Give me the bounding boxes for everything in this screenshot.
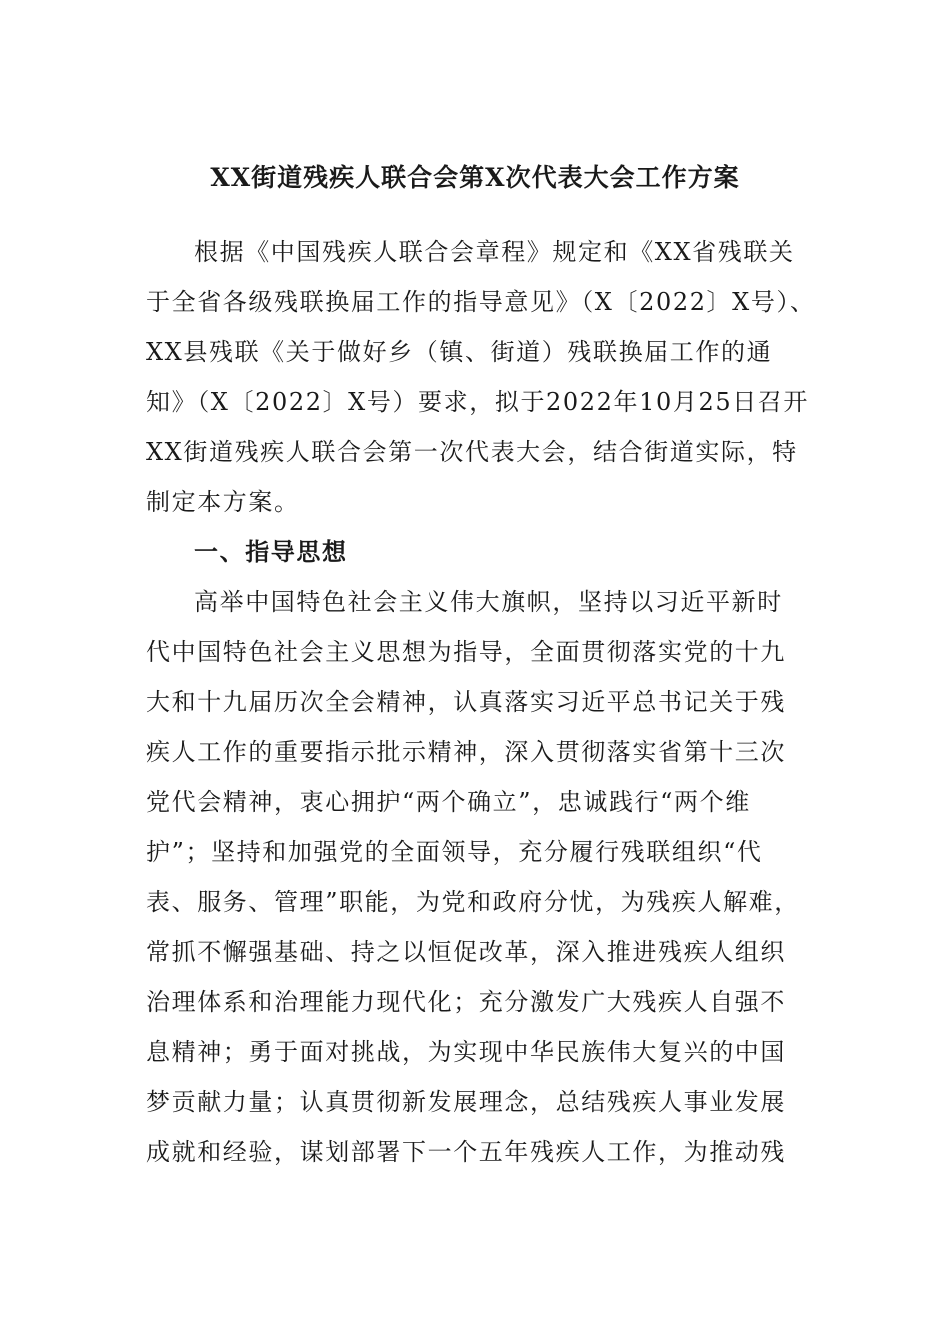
intro-line: 根据《中国残疾人联合会章程》规定和《XX省残联关 bbox=[194, 238, 795, 266]
section-line: 高举中国特色社会主义伟大旗帜，坚持以习近平新时 bbox=[194, 588, 783, 616]
section-heading: 一、指导思想 bbox=[194, 537, 348, 566]
document-title: XX街道残疾人联合会第X次代表大会工作方案 bbox=[210, 163, 740, 192]
section-line: 护”；坚持和加强党的全面领导，充分履行残联组织“代 bbox=[146, 838, 763, 866]
intro-line: 知》（X〔2022〕X号）要求，拟于2022年10月25日召开 bbox=[146, 388, 810, 416]
intro-line: XX街道残疾人联合会第一次代表大会，结合街道实际，特 bbox=[146, 438, 798, 466]
section-line: 治理体系和治理能力现代化；充分激发广大残疾人自强不 bbox=[146, 988, 786, 1016]
section-line: 梦贡献力量；认真贯彻新发展理念，总结残疾人事业发展 bbox=[146, 1088, 786, 1116]
intro-line: 于全省各级残联换届工作的指导意见》（X〔2022〕X号）、 bbox=[146, 288, 816, 316]
section-line: 代中国特色社会主义思想为指导，全面贯彻落实党的十九 bbox=[146, 638, 786, 666]
section-line: 疾人工作的重要指示批示精神，深入贯彻落实省第十三次 bbox=[146, 738, 786, 766]
section-line: 常抓不懈强基础、持之以恒促改革，深入推进残疾人组织 bbox=[146, 938, 786, 966]
section-line: 党代会精神，衷心拥护“两个确立”，忠诚践行“两个维 bbox=[146, 788, 751, 816]
intro-line: 制定本方案。 bbox=[146, 488, 300, 516]
section-line: 表、服务、管理”职能，为党和政府分忧，为残疾人解难， bbox=[146, 888, 800, 916]
section-line: 大和十九届历次全会精神，认真落实习近平总书记关于残 bbox=[146, 688, 786, 716]
intro-line: XX县残联《关于做好乡（镇、街道）残联换届工作的通 bbox=[146, 338, 773, 366]
section-line: 成就和经验，谋划部署下一个五年残疾人工作，为推动残 bbox=[146, 1138, 786, 1166]
section-line: 息精神；勇于面对挑战，为实现中华民族伟大复兴的中国 bbox=[146, 1038, 786, 1066]
